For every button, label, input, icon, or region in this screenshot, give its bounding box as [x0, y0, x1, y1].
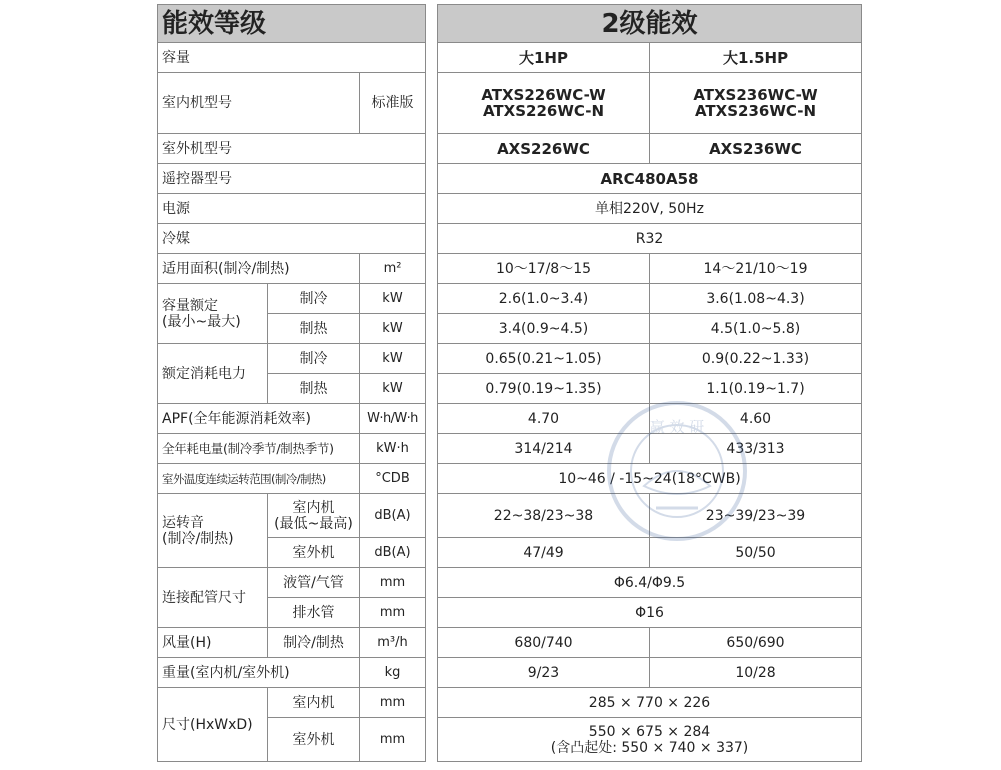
value-outdoor-model-a: AXS226WC: [438, 134, 650, 164]
label-apf: APF(全年能源消耗效率): [158, 404, 360, 434]
label-weight: 重量(室内机/室外机): [158, 658, 360, 688]
label-indoor-model: 室内机型号: [158, 73, 360, 134]
label-annual: 全年耗电量(制冷季节/制热季节): [158, 434, 360, 464]
value-temp-range: 10~46 / -15~24(18°CWB): [438, 464, 862, 494]
value-pipe-drain: Φ16: [438, 598, 862, 628]
value-pow-cool-b: 0.9(0.22~1.33): [650, 344, 862, 374]
unit-noise-outdoor: dB(A): [360, 538, 426, 568]
value-cap-heat-b: 4.5(1.0~5.8): [650, 314, 862, 344]
value-noise-indoor-b: 23~39/23~39: [650, 494, 862, 538]
unit-temp: °CDB: [360, 464, 426, 494]
value-noise-outdoor-b: 50/50: [650, 538, 862, 568]
value-noise-outdoor-a: 47/49: [438, 538, 650, 568]
left-header: 能效等级: [158, 5, 426, 43]
value-indoor-model-a: ATXS226WC-W ATXS226WC-N: [438, 73, 650, 134]
label-rated-power: 额定消耗电力: [158, 344, 268, 404]
value-capacity-a: 大1HP: [438, 43, 650, 73]
label-cap-cooling: 制冷: [268, 284, 360, 314]
value-airflow-a: 680/740: [438, 628, 650, 658]
label-power: 电源: [158, 194, 426, 224]
value-power: 单相220V, 50Hz: [438, 194, 862, 224]
label-noise-indoor: 室内机 (最低~最高): [268, 494, 360, 538]
label-size-outdoor: 室外机: [268, 718, 360, 762]
label-noise: 运转音 (制冷/制热): [158, 494, 268, 568]
spec-labels-table: [157, 4, 426, 762]
label-temp-range: 室外温度连续运转范围(制冷/制热): [158, 464, 360, 494]
value-pow-cool-a: 0.65(0.21~1.05): [438, 344, 650, 374]
value-size-outdoor: 550 × 675 × 284 (含凸起处: 550 × 740 × 337): [438, 718, 862, 762]
unit-airflow: m³/h: [360, 628, 426, 658]
value-area-a: 10～17/8～15: [438, 254, 650, 284]
value-weight-a: 9/23: [438, 658, 650, 688]
value-apf-b: 4.60: [650, 404, 862, 434]
unit-cap-heating: kW: [360, 314, 426, 344]
label-airflow-mode: 制冷/制热: [268, 628, 360, 658]
right-header: 2级能效: [438, 5, 862, 43]
label-drain: 排水管: [268, 598, 360, 628]
value-outdoor-model-b: AXS236WC: [650, 134, 862, 164]
label-pow-heating: 制热: [268, 374, 360, 404]
unit-apf: W·h/W·h: [360, 404, 426, 434]
value-pow-heat-b: 1.1(0.19~1.7): [650, 374, 862, 404]
label-size-indoor: 室内机: [268, 688, 360, 718]
unit-area: m²: [360, 254, 426, 284]
value-cap-heat-a: 3.4(0.9~4.5): [438, 314, 650, 344]
spec-values-table: [437, 4, 862, 762]
unit-pow-heating: kW: [360, 374, 426, 404]
label-remote-model: 遥控器型号: [158, 164, 426, 194]
value-capacity-b: 大1.5HP: [650, 43, 862, 73]
value-size-indoor: 285 × 770 × 226: [438, 688, 862, 718]
unit-weight: kg: [360, 658, 426, 688]
value-apf-a: 4.70: [438, 404, 650, 434]
unit-cap-cooling: kW: [360, 284, 426, 314]
label-cap-heating: 制热: [268, 314, 360, 344]
label-rated-capacity: 容量额定 (最小~最大): [158, 284, 268, 344]
value-area-b: 14～21/10～19: [650, 254, 862, 284]
value-indoor-model-b: ATXS236WC-W ATXS236WC-N: [650, 73, 862, 134]
label-noise-outdoor: 室外机: [268, 538, 360, 568]
value-pipe-liquid-gas: Φ6.4/Φ9.5: [438, 568, 862, 598]
value-pow-heat-a: 0.79(0.19~1.35): [438, 374, 650, 404]
value-noise-indoor-a: 22~38/23~38: [438, 494, 650, 538]
value-remote-model: ARC480A58: [438, 164, 862, 194]
unit-annual: kW·h: [360, 434, 426, 464]
value-annual-a: 314/214: [438, 434, 650, 464]
value-cap-cool-b: 3.6(1.08~4.3): [650, 284, 862, 314]
unit-noise-indoor: dB(A): [360, 494, 426, 538]
unit-drain: mm: [360, 598, 426, 628]
label-airflow: 风量(H): [158, 628, 268, 658]
label-pipe: 连接配管尺寸: [158, 568, 268, 628]
value-airflow-b: 650/690: [650, 628, 862, 658]
label-capacity: 容量: [158, 43, 426, 73]
label-refrigerant: 冷媒: [158, 224, 426, 254]
value-cap-cool-a: 2.6(1.0~3.4): [438, 284, 650, 314]
watermark-text: 赢 效 研: [649, 418, 705, 436]
label-outdoor-model: 室外机型号: [158, 134, 426, 164]
label-indoor-standard: 标准版: [360, 73, 426, 134]
label-pow-cooling: 制冷: [268, 344, 360, 374]
unit-size-indoor: mm: [360, 688, 426, 718]
value-refrigerant: R32: [438, 224, 862, 254]
unit-pipe-lg: mm: [360, 568, 426, 598]
unit-pow-cooling: kW: [360, 344, 426, 374]
label-size: 尺寸(HxWxD): [158, 688, 268, 762]
value-annual-b: 433/313: [650, 434, 862, 464]
unit-size-outdoor: mm: [360, 718, 426, 762]
label-area: 适用面积(制冷/制热): [158, 254, 360, 284]
label-liquid-gas: 液管/气管: [268, 568, 360, 598]
value-weight-b: 10/28: [650, 658, 862, 688]
